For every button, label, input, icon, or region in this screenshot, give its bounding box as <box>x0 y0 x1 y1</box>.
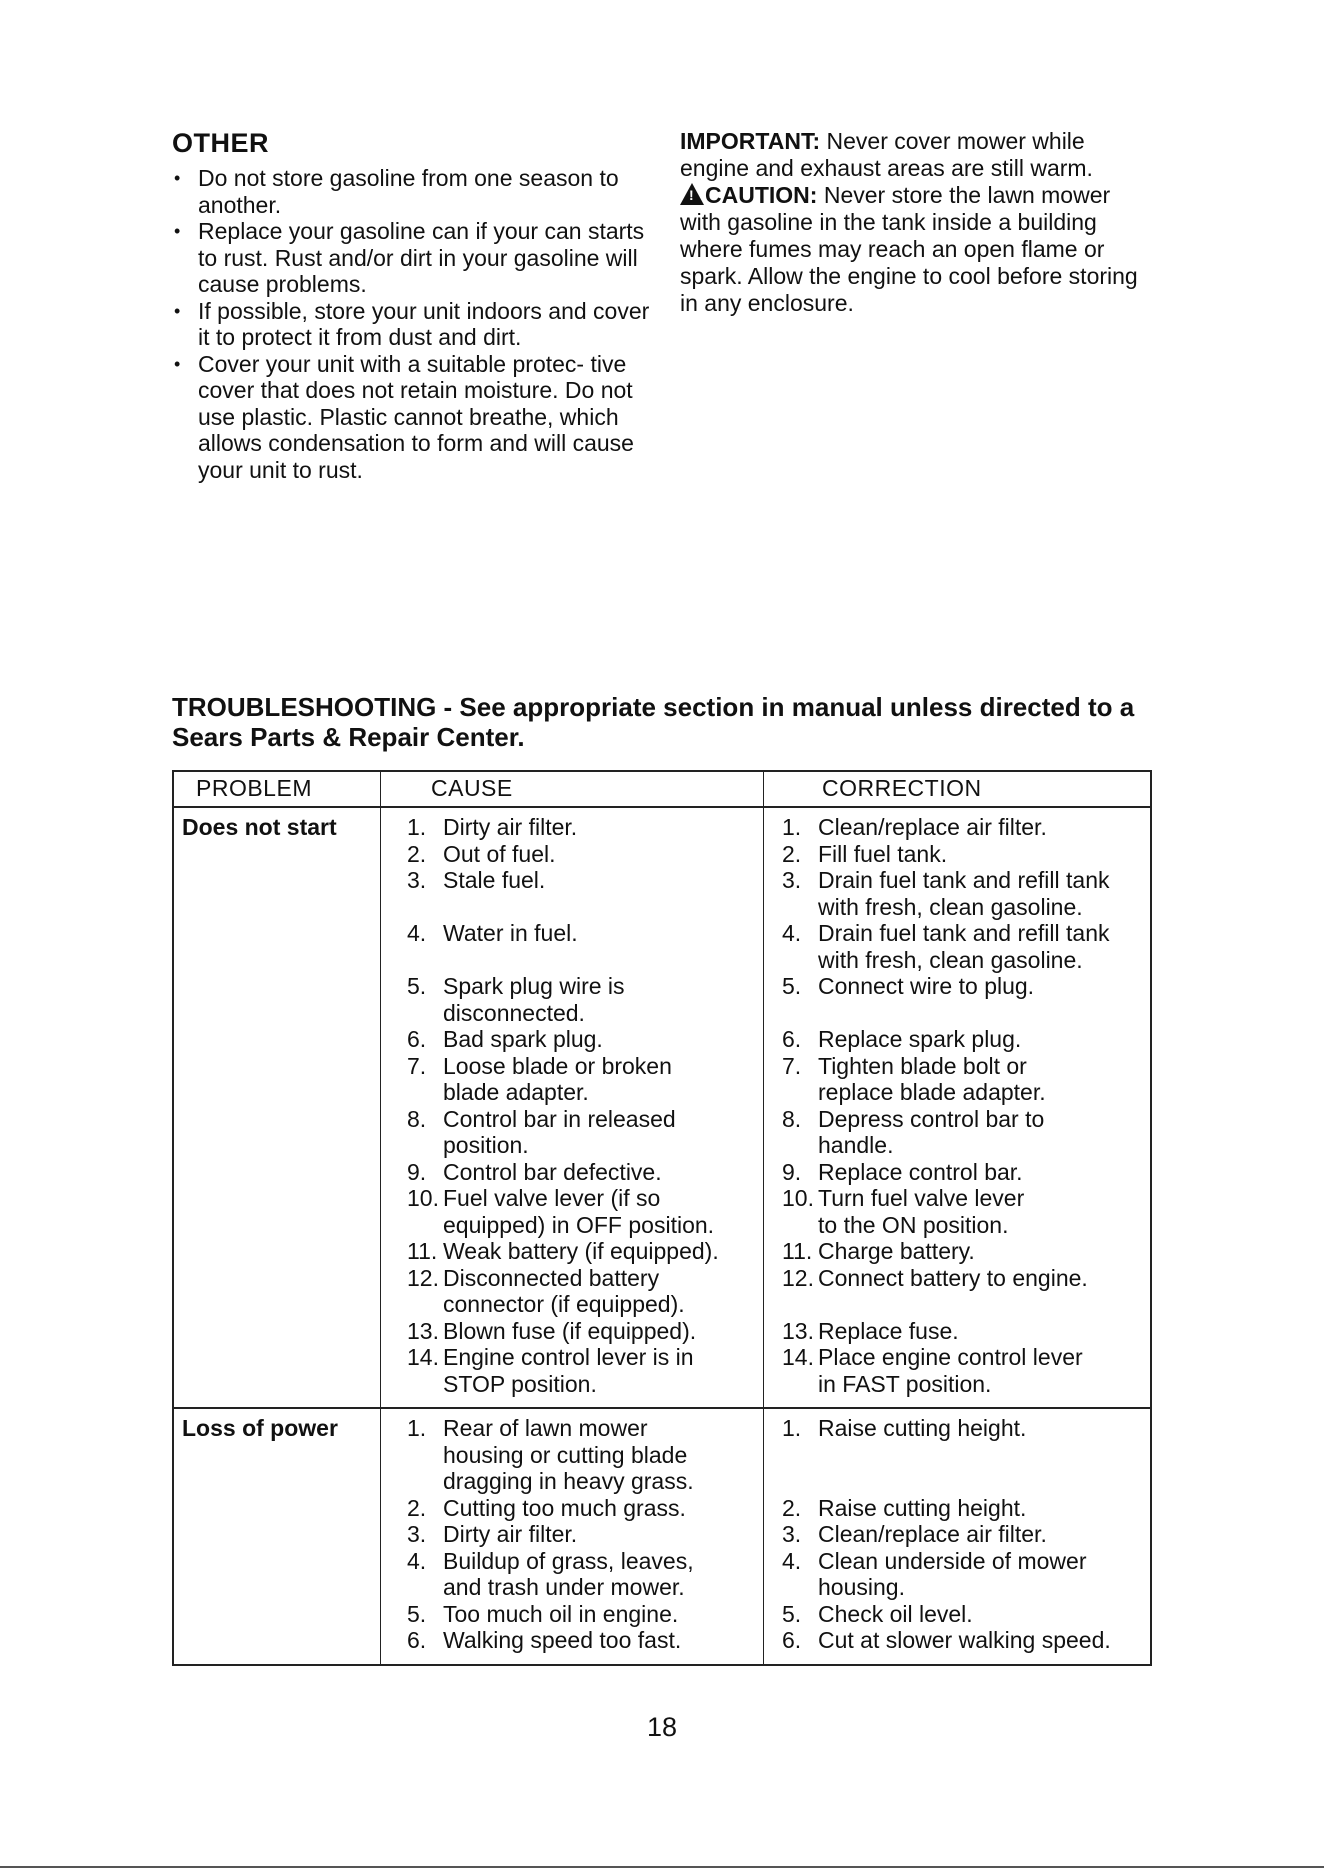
item-number: 4. <box>782 920 802 946</box>
item-number: 2. <box>407 1494 427 1521</box>
table-row <box>174 808 1150 1409</box>
item-number: 1. <box>407 1415 427 1441</box>
item-number: 2. <box>782 840 802 867</box>
caution-label: CAUTION: <box>705 182 818 208</box>
item-text: Disconnected battery connector (if equipped). <box>443 1264 685 1317</box>
item-text: Cut at slower walking speed. <box>818 1627 1111 1653</box>
item-text: Rear of lawn mower housing or cutting blade dragging in heavy grass. <box>443 1415 694 1494</box>
item-number: 3. <box>407 867 427 893</box>
spacer <box>782 1468 1150 1495</box>
cause-item <box>407 1415 763 1495</box>
item-number: 10. <box>782 1185 814 1211</box>
problem-label: Does not start <box>182 814 337 840</box>
cause-item <box>407 1495 763 1522</box>
correction-item <box>782 1415 1150 1442</box>
cause-cell <box>381 808 764 1407</box>
correction-item <box>782 973 1150 1000</box>
item-text: Drain fuel tank and refill tank with fresh, clean gasoline. <box>818 920 1110 973</box>
correction-item <box>782 841 1150 868</box>
correction-item <box>782 1238 1150 1265</box>
correction-item <box>782 1627 1150 1654</box>
problem-label: Loss of power <box>182 1415 338 1441</box>
item-text: Dirty air filter. <box>443 814 578 840</box>
item-number: 14. <box>407 1344 439 1370</box>
item-text: Drain fuel tank and refill tank with fresh, clean gasoline. <box>818 867 1110 920</box>
other-bullet: • Replace your gasoline can if your can starts to rust. Rust and/or dirt in your gasoline will cause problems. <box>172 218 652 298</box>
cause-item <box>407 814 763 841</box>
item-number: 9. <box>407 1158 427 1185</box>
item-number: 5. <box>782 1600 802 1627</box>
other-bullet: • If possible, store your unit indoors and cover it to protect it from dust and dirt. <box>172 298 652 351</box>
item-text: Depress control bar to handle. <box>818 1105 1045 1158</box>
other-bullet-list <box>172 165 652 483</box>
correction-item <box>782 1318 1150 1345</box>
item-text: Control bar defective. <box>443 1158 662 1185</box>
item-number: 6. <box>407 1627 427 1653</box>
cause-item <box>407 973 763 1026</box>
cause-item <box>407 1238 763 1265</box>
problem-cell <box>174 1409 381 1664</box>
cause-item <box>407 1185 763 1238</box>
correction-item <box>782 1344 1150 1397</box>
item-number: 7. <box>782 1052 802 1079</box>
item-text: Fuel valve lever (if so equipped) in OFF position. <box>443 1185 715 1238</box>
item-text: Control bar in released position. <box>443 1105 676 1158</box>
item-number: 3. <box>407 1521 427 1547</box>
item-number: 3. <box>782 867 802 893</box>
item-text: Blown fuse (if equipped). <box>443 1317 697 1344</box>
item-number: 5. <box>407 1600 427 1627</box>
item-number: 10. <box>407 1185 439 1211</box>
correction-item <box>782 1265 1150 1292</box>
cause-item <box>407 1106 763 1159</box>
correction-item <box>782 1548 1150 1601</box>
bottom-rule <box>0 1866 1324 1868</box>
storage-notes <box>680 128 1150 317</box>
item-text: Check oil level. <box>818 1600 973 1627</box>
item-text: Raise cutting height. <box>818 1415 1027 1441</box>
item-number: 8. <box>782 1105 802 1132</box>
cause-item <box>407 920 763 947</box>
important-label: IMPORTANT: <box>680 128 821 154</box>
spacer <box>782 1291 1150 1318</box>
header-problem: PROBLEM <box>174 772 381 806</box>
item-number: 14. <box>782 1344 814 1370</box>
item-text: Bad spark plug. <box>443 1026 603 1052</box>
other-bullet: • Cover your unit with a suitable protec- tive cover that does not retain moisture. Do not use plastic. Plastic cannot breathe, which allows condensation to form and will cause your unit to rust. <box>172 351 652 484</box>
table-row <box>174 1409 1150 1664</box>
item-number: 12. <box>782 1264 814 1291</box>
cause-item <box>407 867 763 894</box>
item-text: Dirty air filter. <box>443 1521 578 1547</box>
cause-item <box>407 1053 763 1106</box>
cause-item <box>407 1159 763 1186</box>
header-cause: CAUSE <box>381 772 764 806</box>
correction-item <box>782 867 1150 920</box>
troubleshooting-heading: TROUBLESHOOTING - See appropriate section in manual unless directed to a Sears Parts & Repair Center. <box>172 692 1135 752</box>
item-text: Turn fuel valve lever to the ON position. <box>818 1185 1025 1238</box>
correction-item <box>782 814 1150 841</box>
item-number: 13. <box>407 1317 439 1344</box>
item-text: Weak battery (if equipped). <box>443 1238 719 1264</box>
cause-item <box>407 1265 763 1318</box>
item-text: Clean underside of mower housing. <box>818 1547 1087 1600</box>
header-correction: CORRECTION <box>822 775 982 801</box>
item-number: 4. <box>782 1547 802 1574</box>
item-number: 8. <box>407 1105 427 1132</box>
item-text: Engine control lever is in STOP position. <box>443 1344 694 1397</box>
other-title: OTHER <box>172 128 269 158</box>
item-text: Clean/replace air filter. <box>818 1521 1047 1547</box>
item-number: 1. <box>782 1415 802 1441</box>
item-number: 3. <box>782 1521 802 1547</box>
caution-text: Never store the lawn mower with gasoline in the tank inside a building where fumes may reach an open flame or spark. Allow the engine to cool before storing in any enclosure. <box>680 182 1138 316</box>
troubleshooting-table <box>172 770 1152 1666</box>
cause-item <box>407 1548 763 1601</box>
item-number: 2. <box>782 1494 802 1521</box>
item-text: Replace spark plug. <box>818 1026 1022 1052</box>
correction-cell <box>764 1409 1150 1664</box>
item-text: Cutting too much grass. <box>443 1494 686 1521</box>
page-number: 18 <box>646 1712 678 1742</box>
item-number: 6. <box>782 1026 802 1052</box>
spacer <box>782 1442 1150 1469</box>
item-number: 11. <box>407 1238 438 1264</box>
warning-triangle-icon <box>680 183 704 205</box>
correction-item <box>782 1521 1150 1548</box>
item-text: Fill fuel tank. <box>818 840 948 867</box>
spacer <box>782 1000 1150 1027</box>
item-text: Tighten blade bolt or replace blade adapter. <box>818 1052 1046 1105</box>
correction-cell <box>764 808 1150 1407</box>
item-text: Out of fuel. <box>443 840 556 867</box>
correction-item <box>782 1185 1150 1238</box>
item-number: 7. <box>407 1052 427 1079</box>
item-number: 5. <box>407 973 427 999</box>
other-section <box>172 128 652 483</box>
item-text: Buildup of grass, leaves, and trash under mower. <box>443 1547 694 1600</box>
item-number: 12. <box>407 1264 439 1291</box>
cause-item <box>407 1026 763 1053</box>
item-number: 4. <box>407 1547 427 1574</box>
item-number: 2. <box>407 840 427 867</box>
item-text: Place engine control lever in FAST position. <box>818 1344 1083 1397</box>
item-number: 4. <box>407 920 427 946</box>
item-text: Connect battery to engine. <box>818 1264 1088 1291</box>
item-text: Charge battery. <box>818 1238 975 1264</box>
cause-item <box>407 1601 763 1628</box>
correction-item <box>782 1026 1150 1053</box>
item-text: Water in fuel. <box>443 920 578 946</box>
item-number: 9. <box>782 1158 802 1185</box>
cause-item <box>407 1521 763 1548</box>
correction-item <box>782 1159 1150 1186</box>
item-number: 11. <box>782 1238 813 1264</box>
item-text: Replace control bar. <box>818 1158 1023 1185</box>
item-text: Walking speed too fast. <box>443 1627 682 1653</box>
correction-item <box>782 920 1150 973</box>
cause-item <box>407 1344 763 1397</box>
cause-item <box>407 1318 763 1345</box>
spacer <box>407 894 763 921</box>
item-text: Connect wire to plug. <box>818 973 1035 999</box>
item-number: 13. <box>782 1317 814 1344</box>
important-note <box>680 128 1150 182</box>
item-text: Clean/replace air filter. <box>818 814 1047 840</box>
problem-cell <box>174 808 381 1407</box>
item-text: Replace fuse. <box>818 1317 959 1344</box>
other-bullet: • Do not store gasoline from one season to another. <box>172 165 652 218</box>
correction-item <box>782 1601 1150 1628</box>
correction-item <box>782 1106 1150 1159</box>
caution-note <box>680 182 1150 317</box>
item-text: Raise cutting height. <box>818 1494 1027 1521</box>
cause-cell <box>381 1409 764 1664</box>
item-number: 5. <box>782 973 802 999</box>
important-text: Never cover mower while engine and exhaust areas are still warm. <box>680 128 1093 181</box>
cause-item <box>407 1627 763 1654</box>
item-text: Stale fuel. <box>443 867 546 893</box>
spacer <box>407 947 763 974</box>
correction-item <box>782 1053 1150 1106</box>
item-text: Loose blade or broken blade adapter. <box>443 1052 672 1105</box>
item-number: 6. <box>782 1627 802 1653</box>
item-number: 1. <box>782 814 802 840</box>
table-header-row <box>174 772 1150 808</box>
item-text: Spark plug wire is disconnected. <box>443 973 625 1026</box>
cause-item <box>407 841 763 868</box>
item-number: 1. <box>407 814 427 840</box>
item-number: 6. <box>407 1026 427 1052</box>
correction-item <box>782 1495 1150 1522</box>
item-text: Too much oil in engine. <box>443 1600 679 1627</box>
